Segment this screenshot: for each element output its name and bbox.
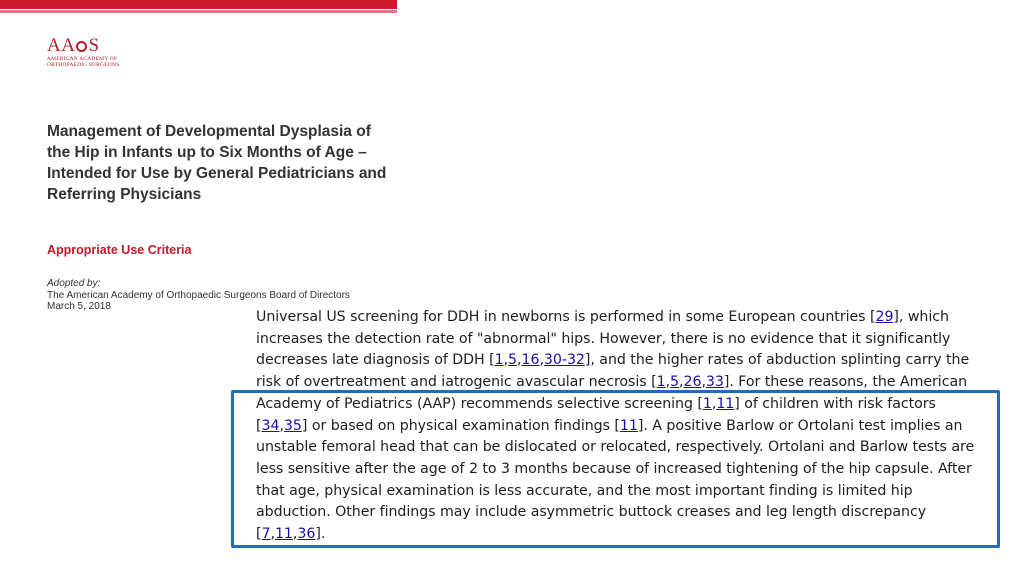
citation-link[interactable]: 11 <box>619 417 638 434</box>
citation-link[interactable]: 7 <box>261 526 271 543</box>
text-segment: Universal US screening for DDH in newborns is performed in some European countries [ <box>256 309 876 325</box>
highlight-box <box>231 390 1000 548</box>
citation-link[interactable]: 1 <box>494 352 504 369</box>
citation-link[interactable]: 1 <box>702 395 712 412</box>
citation-link[interactable]: 30-32 <box>543 352 585 369</box>
citation-link[interactable]: 26 <box>683 374 702 391</box>
text-segment: ], which increases the detection rate of "abnormal" hips. However, there is no evidence that it significantly decreases late diagnosis of DDH [ <box>256 309 951 369</box>
citation-link[interactable]: 11 <box>274 526 293 543</box>
text-segment: ]. <box>315 526 326 543</box>
logo-ring-icon <box>76 41 87 52</box>
citation-link[interactable]: 33 <box>705 374 724 391</box>
text-segment: ] of children with risk factors [ <box>256 395 936 434</box>
citation-link[interactable]: 5 <box>670 374 680 391</box>
citation-link[interactable]: 35 <box>283 417 302 434</box>
citation-link[interactable]: 16 <box>521 352 540 369</box>
citation-link[interactable]: 11 <box>716 395 735 412</box>
text-segment: ] or based on physical examination findings [ <box>301 417 620 434</box>
citation-link[interactable]: 1 <box>656 374 666 391</box>
document-title: Management of Developmental Dysplasia of the Hip in Infants up to Six Months of Age – Intended for Use by General Pediatricians and Referring Physicians <box>47 123 387 203</box>
citation-link[interactable]: 5 <box>508 352 518 369</box>
document-subtitle: Appropriate Use Criteria <box>47 243 192 257</box>
document-cover <box>0 0 397 312</box>
adoption-date: March 5, 2018 <box>47 301 111 312</box>
text-segment: ]. A positive Barlow or Ortolani test implies an unstable femoral head that can be dislocated or relocated, respectively. Ortolani and Barlow tests are less sensitive after the age of 2 to 3 months because of increased tightening of the hip capsule. After that age, physical examination is less accurate, and the most important finding is limited hip abduction. Other findings may include asymmetric buttock creases and leg length discrepancy [ <box>256 417 975 543</box>
logo-subtitle-1: AMERICAN ACADEMY OF <box>47 56 118 62</box>
red-header-bar <box>0 0 397 13</box>
adopted-label: Adopted by: <box>47 278 101 289</box>
citation-link[interactable]: 29 <box>875 309 894 325</box>
citation-link[interactable]: 36 <box>297 526 316 543</box>
text-segment: ], and the higher rates of abduction splinting carry the risk of overtreatment and iatrogenic avascular necrosis [ <box>256 352 970 391</box>
excerpt-paragraph: Universal US screening for DDH in newborns is performed in some European countries [29], which increases the detection rate of "abnormal" hips. However, there is no evidence that it significantly decreases late diagnosis of DDH [1,5,16,30-32], and the higher rates of abduction splinting carry the risk of overtreatment and iatrogenic avascular necrosis [1,5,26,33]. For these reasons, the American Academy of Pediatrics (AAP) recommends selective screening [1,11] of children with risk factors [34,35] or based on physical examination findings [11]. A positive Barlow or Ortolani test implies an unstable femoral head that can be dislocated or relocated, respectively. Ortolani and Barlow tests are less sensitive after the age of 2 to 3 months because of increased tightening of the hip capsule. After that age, physical examination is less accurate, and the most important finding is limited hip abduction. Other findings may include asymmetric buttock creases and leg length discrepancy [7,11,36]. <box>256 309 975 543</box>
citation-link[interactable]: 34 <box>261 417 280 434</box>
logo-wordmark: AA S <box>47 35 100 56</box>
aaos-logo <box>47 36 119 68</box>
adopted-by: The American Academy of Orthopaedic Surgeons Board of Directors <box>47 289 350 301</box>
text-segment: ]. For these reasons, the American Academy of Pediatrics (AAP) recommends selective screening [ <box>256 374 968 412</box>
logo-subtitle-2: ORTHOPAEDIC SURGEONS <box>47 62 120 68</box>
